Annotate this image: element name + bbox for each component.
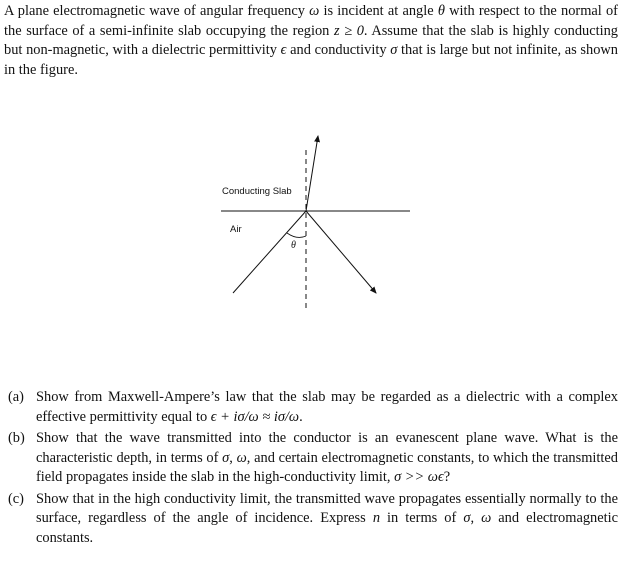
incident-ray	[233, 211, 306, 293]
intro-text-2: is incident at angle	[319, 3, 438, 19]
part-a	[8, 388, 618, 427]
problem-intro	[4, 2, 618, 80]
reflected-ray	[306, 211, 376, 293]
intro-omega: ω	[309, 3, 320, 19]
angle-arc	[287, 233, 306, 237]
part-c-tag: (c)	[8, 490, 24, 507]
part-b-text-2: ,	[229, 449, 237, 466]
part-b-text-4: ?	[443, 469, 451, 485]
part-b-tag: (b)	[8, 430, 25, 446]
theta-angle-label: θ	[291, 240, 296, 251]
part-a-math: ϵ + iσ/ω ≈ iσ/ω	[210, 408, 300, 425]
intro-theta: θ	[437, 3, 445, 19]
part-c-text	[36, 490, 618, 549]
conducting-slab-label: Conducting Slab	[222, 186, 292, 197]
part-c-text-4: and electromagnetic constants.	[36, 510, 618, 546]
intro-text-4: . Assume that the slab is highly conducting but non-magnetic, with a dielectric permittivity	[4, 22, 619, 58]
figure-diagram	[0, 110, 624, 330]
air-label: Air	[230, 224, 242, 235]
intro-epsilon: ϵ	[280, 42, 287, 58]
intro-text-3: with respect to the normal of the surface of a semi-infinite slab occupying the region	[4, 3, 618, 39]
intro-sigma: σ	[390, 42, 398, 58]
part-c-math-1: n	[372, 510, 381, 526]
intro-text-1: A plane electromagnetic wave of angular frequency	[4, 3, 310, 19]
part-c-text-2: in terms of	[380, 510, 464, 526]
part-a-text-2: .	[299, 408, 303, 425]
part-a-text-1: Show from Maxwell-Ampere’s law that the slab may be regarded as a dielectric with a complex effective permittivity equal to	[36, 389, 618, 425]
part-b-text	[36, 429, 618, 488]
part-b-text-1: Show that the wave transmitted into the conductor is an evanescent plane wave. What is the characteristic depth, in terms of	[36, 430, 618, 466]
part-b-math-1: σ	[222, 449, 230, 466]
intro-region: z ≥ 0	[333, 22, 364, 39]
part-c-text-1: Show that in the high conductivity limit, the transmitted wave propagates essentially normally to the surface, regardless of the angle of incidence. Express	[36, 490, 618, 526]
part-c	[8, 490, 618, 549]
part-b	[8, 429, 618, 488]
intro-text-6: that is large but not infinite, as shown in the figure.	[4, 42, 618, 78]
part-b-text-3: , and certain electromagnetic constants, to which the transmitted field propagates inside the slab in the high-conductivity limit,	[36, 449, 618, 485]
part-b-math-2: ω	[236, 449, 247, 466]
incidence-figure	[0, 110, 624, 330]
problem-parts	[8, 388, 618, 550]
part-b-math-3: σ >> ωϵ	[394, 469, 444, 485]
part-a-text	[36, 388, 618, 427]
part-a-tag: (a)	[8, 389, 24, 405]
part-c-math-2: σ	[463, 510, 471, 526]
part-c-math-3: ω	[481, 510, 492, 526]
transmitted-ray	[306, 136, 318, 211]
part-c-text-3: ,	[470, 510, 482, 526]
intro-text-5: and conductivity	[286, 42, 391, 58]
